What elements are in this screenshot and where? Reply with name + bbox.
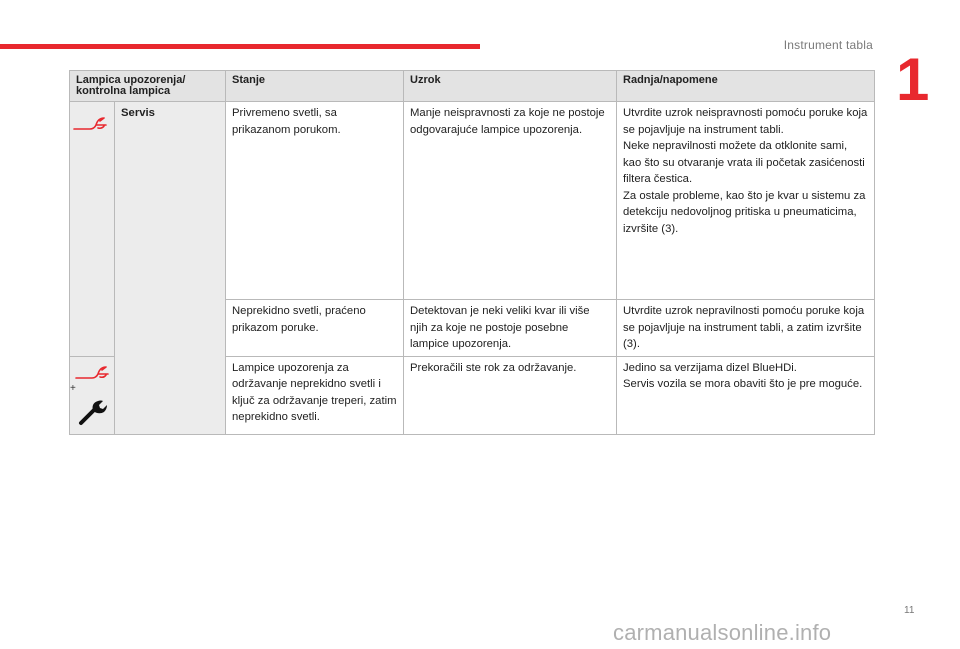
column-header-cause: Uzrok	[404, 71, 617, 102]
row3-action: Jedino sa verzijama dizel BlueHDi. Servis vozila se mora obaviti što je pre moguće.	[617, 356, 875, 434]
row2-state: Neprekidno svetli, praćeno prikazom poruke.	[226, 300, 404, 357]
row1-cause: Manje neispravnosti za koje ne postoje odgovarajuće lampice upozorenja.	[404, 102, 617, 300]
page-number: 11	[904, 605, 915, 616]
column-header-lamp	[70, 71, 226, 102]
row1-state: Privremeno svetli, sa prikazanom porukom.	[226, 102, 404, 300]
lamp-name-servis: Servis	[115, 102, 226, 435]
table-row	[70, 102, 875, 300]
warning-lamps-table	[69, 70, 875, 435]
wrench-icon	[77, 397, 107, 427]
column-header-action: Radnja/napomene	[617, 71, 875, 102]
red-accent-bar	[0, 44, 480, 49]
chapter-number: 1	[896, 46, 930, 113]
column-header-lamp-text: Lampica upozorenja/ kontrolna lampica	[76, 74, 186, 97]
maintenance-icons-cell	[70, 356, 115, 434]
table-header-row	[70, 71, 875, 102]
row3-state: Lampice upozorenja za održavanje neprekidno svetli i ključ za održavanje treperi, zatim neprekidno svetli.	[226, 356, 404, 434]
row2-action: Utvrdite uzrok nepravilnosti pomoću poruke koja se pojavljuje na instrument tabli, a zatim izvršite (3).	[617, 300, 875, 357]
row3-cause: Prekoračili ste rok za održavanje.	[404, 356, 617, 434]
row2-cause: Detektovan je neki veliki kvar ili više njih za koje ne postoje posebne lampice upozorenja.	[404, 300, 617, 357]
service-wrench-outline-icon	[72, 361, 112, 383]
row1-action: Utvrdite uzrok neispravnosti pomoću poruke koja se pojavljuje na instrument tabli. Neke nepravilnosti možete da otklonite sami, kao što su otvaranje vrata ili početak zasićenosti filtera čestica. Za ostale probleme, kao što je kvar u sistemu za detekciju nedovoljnog pritiska u pneumaticima, izvršite (3).	[617, 102, 875, 300]
watermark: carmanualsonline.info	[613, 620, 832, 645]
section-title: Instrument tabla	[783, 38, 873, 52]
plus-sign: +	[70, 382, 76, 394]
service-wrench-outline-icon	[70, 112, 110, 134]
column-header-state: Stanje	[226, 71, 404, 102]
lamp-icon-cell	[70, 102, 115, 357]
